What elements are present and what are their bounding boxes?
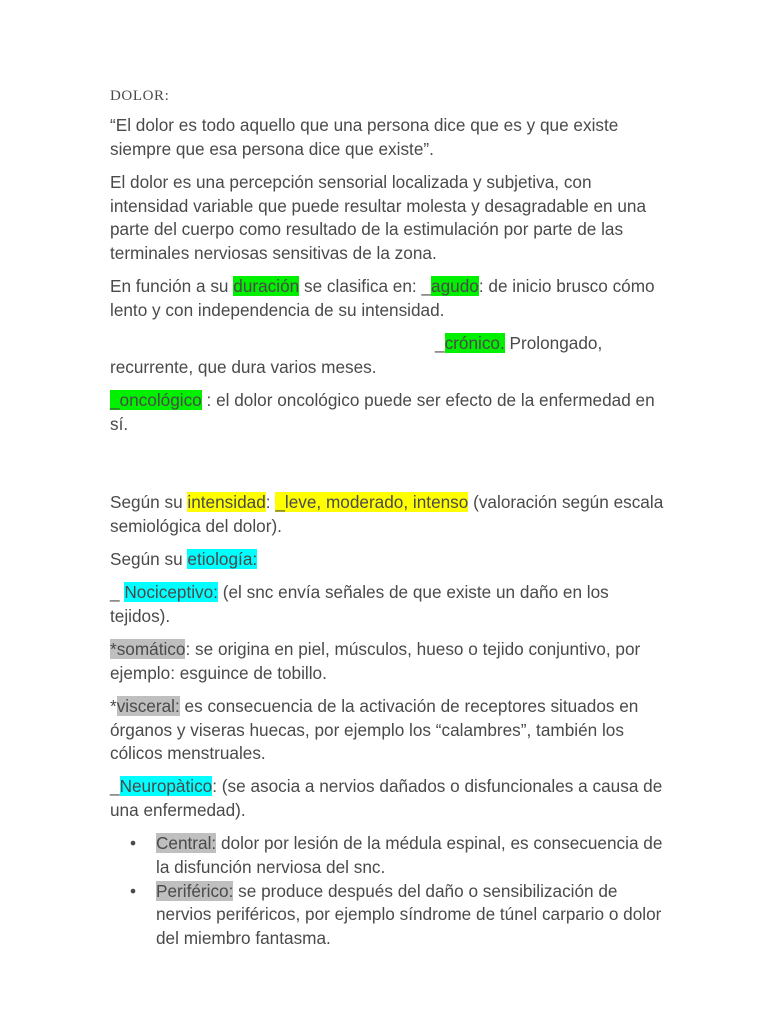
etiology-prefix: Según su xyxy=(110,548,188,569)
cronico-paragraph xyxy=(110,332,670,379)
visceral-paragraph xyxy=(110,695,670,766)
definition-paragraph: El dolor es una percepción sensorial localizada y subjetiva, con intensidad variable que puede resultar molesta y desagradable en una parte del cuerpo como resultado de la estimulación por parte de las terminales nerviosas sensitivas de la zona. xyxy=(110,171,647,264)
page-title: DOLOR: xyxy=(110,88,170,104)
blank-space xyxy=(110,446,670,491)
intensity-paragraph xyxy=(110,491,670,538)
nociceptivo-term: Nociceptivo: xyxy=(124,582,218,603)
duration-prefix: En función a su xyxy=(110,276,234,297)
periferico-term: Periférico: xyxy=(156,880,234,901)
oncologico-paragraph xyxy=(110,389,670,436)
neuropatico-prefix: _ xyxy=(110,776,120,797)
neuropatico-desc: : (se asocia a nervios dañados o disfuncionales a causa de una enfermedad). xyxy=(110,776,663,821)
intensity-colon: : xyxy=(265,491,276,512)
neuropatico-term: Neuropàtico xyxy=(119,776,213,797)
nociceptivo-prefix: _ xyxy=(110,582,125,603)
oncologico-desc: : el dolor oncológico puede ser efecto de la enfermedad en sí. xyxy=(110,390,655,434)
nociceptivo-paragraph xyxy=(110,581,670,628)
duration-term: duración xyxy=(233,276,300,297)
agudo-desc: : de inicio brusco cómo lento y con independencia de su intensidad. xyxy=(110,276,655,320)
cronico-desc: Prolongado, recurrente, que dura varios meses. xyxy=(110,333,603,377)
duration-paragraph xyxy=(110,275,670,322)
intensity-desc: (valoración según escala semiológica del dolor). xyxy=(110,491,664,536)
neuropatico-bullet-list xyxy=(110,832,670,951)
neuropatico-paragraph xyxy=(110,775,670,822)
central-term: Central: xyxy=(156,833,217,854)
visceral-desc: es consecuencia de la activación de receptores situados en órganos y viseras huecas, por ejemplo los “calambres”, también los cólicos menstruales. xyxy=(110,695,639,764)
intensity-values: _leve, moderado, intenso xyxy=(275,491,469,512)
cronico-prefix: _ xyxy=(435,333,445,354)
nociceptivo-desc: (el snc envía señales de que existe un daño en los tejidos). xyxy=(110,582,609,626)
list-item-central xyxy=(130,832,670,879)
duration-middle: se clasifica en: _ xyxy=(299,276,432,297)
somatico-term: *somático xyxy=(110,638,186,659)
list-item-periferico xyxy=(130,880,670,951)
bullet-icon: • xyxy=(130,880,137,901)
intensity-prefix: Según su xyxy=(110,491,188,512)
bullet-icon: • xyxy=(130,833,137,854)
agudo-term: agudo xyxy=(431,276,479,297)
etiology-term: etiología: xyxy=(187,548,258,569)
somatico-paragraph xyxy=(110,638,670,685)
visceral-term: visceral: xyxy=(116,695,180,716)
oncologico-term: _oncológico xyxy=(110,390,202,411)
cronico-term: crónico. xyxy=(444,333,505,354)
quote-paragraph: “El dolor es todo aquello que una persona dice que es y que existe siempre que esa persona dice que existe”. xyxy=(110,115,619,159)
central-desc: dolor por lesión de la médula espinal, es consecuencia de la disfunción nerviosa del snc. xyxy=(156,833,663,878)
etiology-paragraph xyxy=(110,548,670,572)
periferico-desc: se produce después del daño o sensibilización de nervios periféricos, por ejemplo síndrome de túnel carpario o dolor del miembro fantasma. xyxy=(156,880,662,949)
visceral-prefix: * xyxy=(110,695,117,716)
intensity-term: intensidad xyxy=(187,491,266,512)
somatico-desc: : se origina en piel, músculos, hueso o tejido conjuntivo, por ejemplo: esguince de tobillo. xyxy=(110,638,641,683)
document-body xyxy=(110,86,670,951)
